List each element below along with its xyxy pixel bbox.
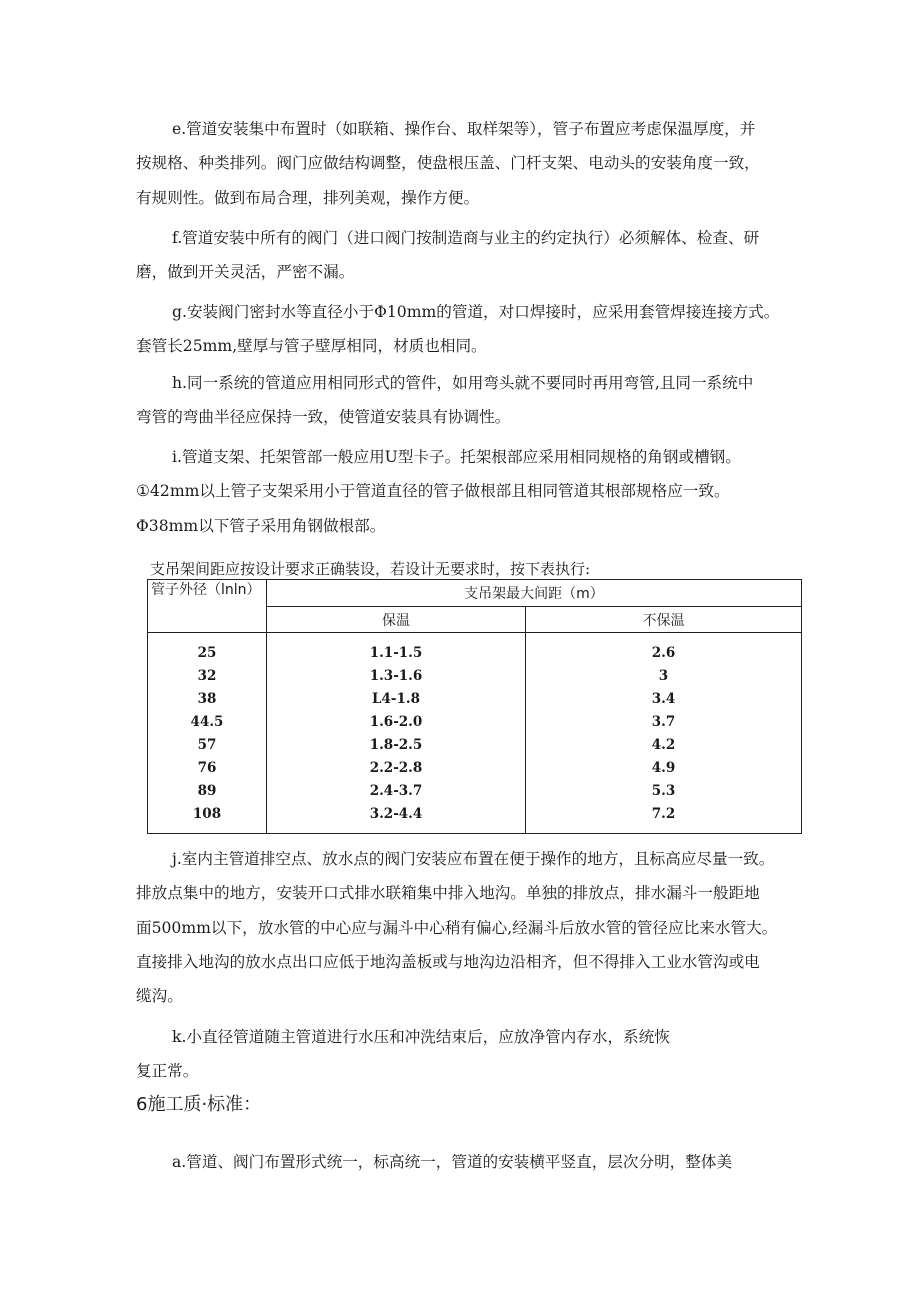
text-line: 复正常。 (136, 1062, 199, 1081)
cell-diameter: 76 (148, 756, 267, 779)
text-line: e.管道安装集中布置时（如联箱、操作台、取样架等），管子布置应考虑保温厚度，并 (172, 120, 756, 138)
paragraph-k (136, 1020, 836, 1089)
cell-uninsulated: 5.3 (526, 779, 802, 802)
table-row (148, 802, 802, 834)
cell-insulated: L4-1.8 (267, 687, 526, 710)
text-line: j.室内主管道排空点、放水点的阀门安装应布置在便于操作的地方，且标高应尽量一致。 (172, 850, 775, 868)
text-line: 弯管的弯曲半径应保持一致，使管道安装具有协调性。 (136, 408, 511, 427)
cell-uninsulated: 7.2 (526, 802, 802, 834)
paragraph-i (136, 440, 836, 543)
text-line: h.同一系统的管道应用相同形式的管件，如用弯头就不要同时再用弯管,且同一系统中 (172, 374, 754, 392)
cell-diameter: 32 (148, 664, 267, 687)
table-row (148, 664, 802, 687)
section-heading: 6施工质·标准： (136, 1094, 262, 1115)
table-row (148, 733, 802, 756)
cell-uninsulated: 4.9 (526, 756, 802, 779)
text-line: Φ38mm以下管子采用角钢做根部。 (136, 516, 386, 535)
cell-uninsulated: 3 (526, 664, 802, 687)
cell-insulated: 3.2-4.4 (267, 802, 526, 834)
cell-insulated: 1.6-2.0 (267, 710, 526, 733)
text-line: f.管道安装中所有的阀门（进口阀门按制造商与业主的约定执行）必须解体、检查、研 (172, 229, 760, 247)
cell-insulated: 2.2-2.8 (267, 756, 526, 779)
table-row (148, 633, 802, 665)
cell-diameter: 57 (148, 733, 267, 756)
cell-uninsulated: 3.7 (526, 710, 802, 733)
cell-insulated: 1.3-1.6 (267, 664, 526, 687)
cell-diameter: 38 (148, 687, 267, 710)
text-line: ①42mm以上管子支架采用小于管道直径的管子做根部且相同管道其根部规格应一致。 (136, 482, 730, 501)
cell-diameter: 89 (148, 779, 267, 802)
text-line: 磨，做到开关灵活，严密不漏。 (136, 263, 355, 282)
cell-insulated: 2.4-3.7 (267, 779, 526, 802)
header-diameter: 管子外径（lnln） (148, 580, 267, 633)
support-spacing-table (147, 579, 802, 834)
table-row (148, 779, 802, 802)
table-caption: 支吊架间距应按设计要求正确装设，若设计无要求时，按下表执行: (150, 560, 591, 578)
cell-diameter: 44.5 (148, 710, 267, 733)
cell-diameter: 108 (148, 802, 267, 834)
paragraph-g (136, 295, 836, 364)
paragraph-a (136, 1145, 836, 1179)
cell-insulated: 1.1-1.5 (267, 633, 526, 665)
paragraph-j (136, 842, 836, 1013)
paragraph-f (136, 221, 836, 290)
paragraph-e (136, 112, 836, 215)
cell-uninsulated: 3.4 (526, 687, 802, 710)
text-line: 按规格、种类排列。阀门应做结构调整，使盘根压盖、门杆支架、电动头的安装角度一致， (136, 154, 760, 173)
text-line: k.小直径管道随主管道进行水压和冲洗结束后，应放净管内存水，系统恢 (172, 1028, 670, 1046)
header-max-spacing: 支吊架最大间距（m） (267, 580, 802, 607)
text-line: i.管道支架、托架管部一般应用U型卡子。托架根部应采用相同规格的角钢或槽钢。 (172, 448, 741, 466)
text-line: 直接排入地沟的放水点出口应低于地沟盖板或与地沟边沿相齐，但不得排入工业水管沟或电 (136, 952, 760, 971)
text-line: 缆沟。 (136, 987, 183, 1006)
text-line: 排放点集中的地方，安装开口式排水联箱集中排入地沟。单独的排放点，排水漏斗一般距地 (136, 884, 760, 903)
table-row (148, 687, 802, 710)
text-line: 套管长25mm,壁厚与管子壁厚相同，材质也相同。 (136, 337, 487, 356)
table-row (148, 756, 802, 779)
paragraph-h (136, 366, 836, 435)
text-line: 面500mm以下，放水管的中心应与漏斗中心稍有偏心,经漏斗后放水管的管径应比来水管大。 (136, 918, 778, 937)
table-row (148, 710, 802, 733)
cell-uninsulated: 2.6 (526, 633, 802, 665)
text-line: a.管道、阀门布置形式统一，标高统一，管道的安装横平竖直，层次分明，整体美 (172, 1153, 733, 1171)
header-uninsulated: 不保温 (526, 607, 802, 633)
cell-uninsulated: 4.2 (526, 733, 802, 756)
text-line: 有规则性。做到布局合理，排列美观，操作方便。 (136, 188, 480, 207)
cell-insulated: 1.8-2.5 (267, 733, 526, 756)
text-line: g.安装阀门密封水等直径小于Φ10mm的管道，对口焊接时，应采用套管焊接连接方式。 (172, 303, 780, 321)
header-insulated: 保温 (267, 607, 526, 633)
cell-diameter: 25 (148, 633, 267, 665)
